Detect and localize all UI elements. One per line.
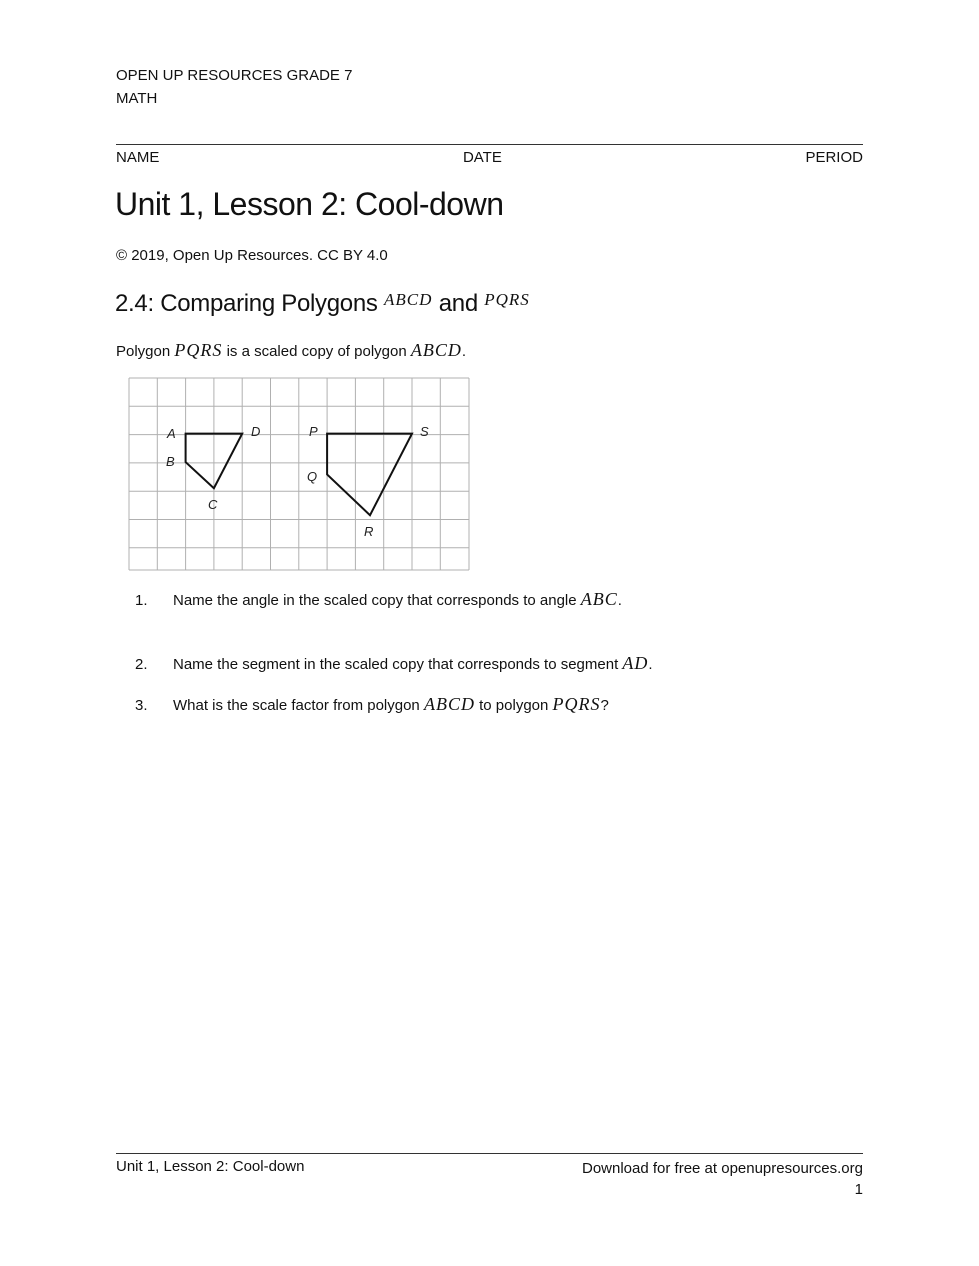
intro-polygon-abcd: ABCD	[410, 340, 462, 360]
question-2-text: Name the segment in the scaled copy that corresponds to segment	[173, 656, 619, 673]
label-d: D	[251, 424, 261, 439]
header-line-1: OPEN UP RESOURCES GRADE 7	[116, 67, 353, 84]
intro-text-1: Polygon	[116, 343, 171, 360]
question-3-math-1: ABCD	[423, 694, 475, 714]
page-number: 1	[854, 1181, 863, 1198]
question-1-math: ABC	[580, 589, 618, 609]
section-polygon-abcd: ABCD	[383, 290, 433, 309]
question-1-punct: .	[617, 592, 622, 609]
footer-right	[582, 1158, 863, 1200]
header-rule	[116, 144, 863, 145]
label-a: A	[167, 426, 176, 441]
intro-period: .	[461, 343, 467, 360]
question-2-punct: .	[648, 656, 653, 673]
question-3-text: What is the scale factor from polygon	[173, 697, 420, 714]
polygon-pqrs	[327, 434, 412, 516]
date-field-label: DATE	[462, 149, 502, 166]
section-heading-and: and	[438, 290, 478, 317]
footer-download-link[interactable]: Download for free at openupresources.org	[581, 1160, 863, 1177]
section-heading	[115, 290, 530, 318]
question-1	[135, 589, 622, 610]
footer-lesson: Unit 1, Lesson 2: Cool-down	[116, 1158, 305, 1175]
intro-sentence	[116, 340, 466, 361]
label-c: C	[208, 497, 218, 512]
question-3-text-2: to polygon	[479, 697, 549, 714]
question-3	[135, 694, 609, 715]
label-s: S	[420, 424, 429, 439]
question-1-text: Name the angle in the scaled copy that corresponds to angle	[173, 592, 577, 609]
question-3-number: 3.	[135, 697, 148, 714]
question-2	[135, 653, 653, 674]
footer-rule	[116, 1153, 863, 1154]
question-3-math-2: PQRS	[552, 694, 601, 714]
label-q: Q	[307, 469, 318, 484]
label-b: B	[166, 454, 175, 469]
intro-text-2: is a scaled copy of polygon	[226, 343, 407, 360]
grid-lines	[129, 378, 469, 570]
document-header	[116, 64, 352, 110]
question-2-math: AD	[622, 653, 649, 673]
label-p: P	[309, 424, 318, 439]
header-line-2: MATH	[116, 90, 158, 107]
polygon-grid-figure	[128, 377, 472, 573]
section-heading-prefix: 2.4: Comparing Polygons	[115, 290, 378, 317]
question-3-punct: ?	[600, 697, 609, 714]
copyright-notice: © 2019, Open Up Resources. CC BY 4.0	[116, 247, 388, 264]
label-r: R	[364, 524, 374, 539]
intro-polygon-pqrs: PQRS	[174, 340, 223, 360]
question-2-number: 2.	[135, 656, 148, 673]
name-field-label: NAME	[116, 149, 160, 166]
question-1-number: 1.	[135, 592, 148, 609]
student-fields	[116, 149, 863, 166]
period-field-label: PERIOD	[805, 149, 863, 166]
section-polygon-pqrs: PQRS	[484, 290, 530, 309]
page-title: Unit 1, Lesson 2: Cool-down	[115, 186, 504, 222]
